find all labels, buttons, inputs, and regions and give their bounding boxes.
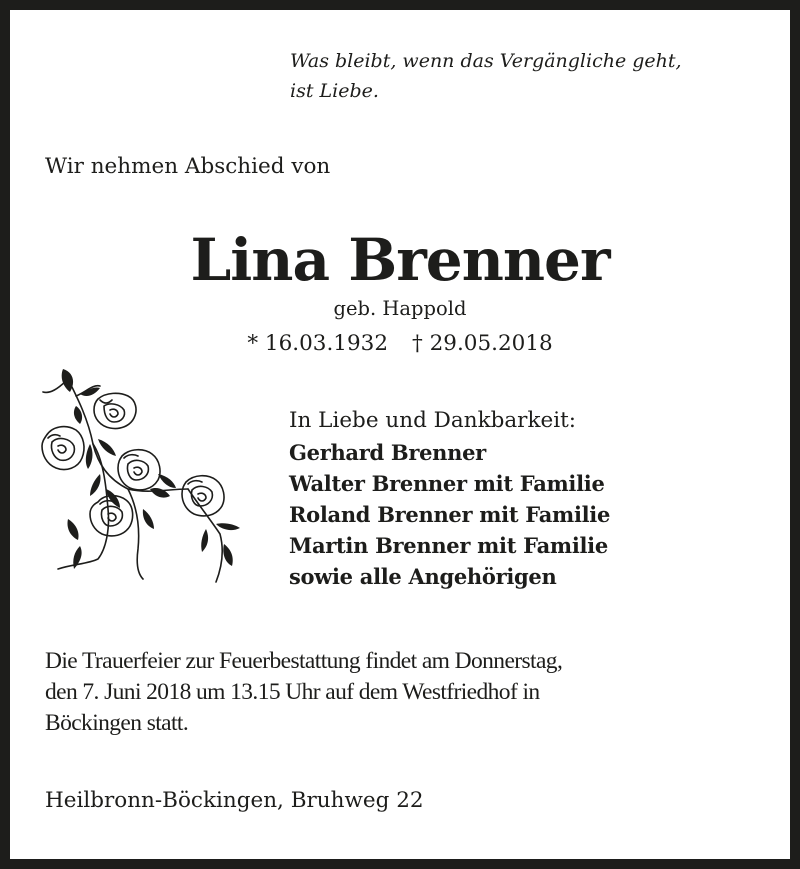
birth-date: * 16.03.1932	[247, 331, 388, 356]
motto-line-2: ist Liebe.	[290, 80, 379, 102]
mourner-name: Roland Brenner mit Familie	[289, 502, 611, 527]
service-line: den 7. Juni 2018 um 13.15 Uhr auf dem Westfriedhof in	[45, 679, 540, 705]
funeral-service-details	[45, 646, 562, 739]
service-line: Böckingen statt.	[45, 710, 189, 736]
maiden-name: geb. Happold	[333, 297, 467, 320]
service-line: Die Trauerfeier zur Feuerbestattung findet am Donnerstag,	[45, 648, 563, 674]
roses-illustration-icon	[38, 364, 244, 586]
life-dates	[0, 329, 800, 359]
farewell-intro: Wir nehmen Abschied von	[45, 154, 331, 179]
family-address: Heilbronn-Böckingen, Bruhweg 22	[45, 788, 424, 813]
death-date: † 29.05.2018	[412, 331, 553, 356]
mourner-name: sowie alle Angehörigen	[289, 564, 557, 589]
mourners-block	[289, 405, 610, 592]
deceased-name: Lina Brenner	[190, 226, 610, 294]
motto-line-1: Was bleibt, wenn das Vergängliche geht,	[290, 50, 682, 72]
mourner-name: Martin Brenner mit Familie	[289, 533, 608, 558]
mourner-name: Gerhard Brenner	[289, 440, 486, 465]
mourner-name: Walter Brenner mit Familie	[289, 471, 605, 496]
mourners-intro: In Liebe und Dankbarkeit:	[289, 408, 576, 433]
motto-quote	[290, 46, 682, 106]
